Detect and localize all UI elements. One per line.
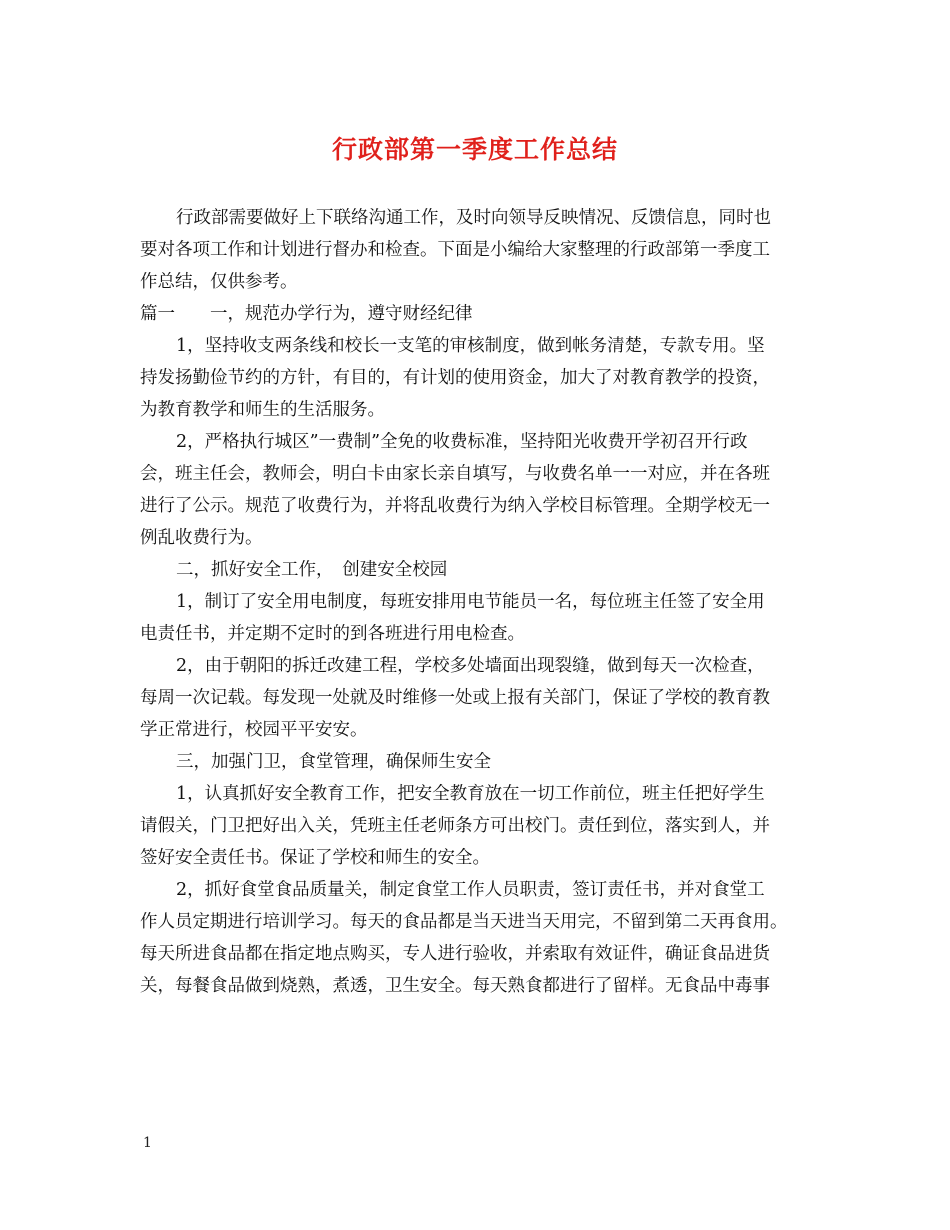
page-number: 1 [143,1135,152,1151]
paragraph-line: 行政部需要做好上下联络沟通工作，及时向领导反映情况、反馈信息，同时也 [176,208,771,228]
paragraph-line: 1，认真抓好安全教育工作，把安全教育放在一切工作前位，班主任把好学生 [176,784,765,804]
paragraph-line: 2，严格执行城区”一费制”全免的收费标准，坚持阳光收费开学初召开行政 [176,432,748,452]
paragraph-line: 要对各项工作和计划进行督办和检查。下面是小编给大家整理的行政部第一季度工 [140,240,770,260]
paragraph-line: 1，坚持收支两条线和校长一支笔的审核制度，做到帐务清楚，专款专用。坚 [176,336,765,356]
paragraph-line: 每天所进食品都在指定地点购买，专人进行验收，并索取有效证件，确证食品进货 [140,944,770,964]
paragraph-line: 作总结，仅供参考。 [140,272,298,292]
paragraph-line: 签好安全责任书。保证了学校和师生的安全。 [140,848,490,868]
paragraph-line: 持发扬勤俭节约的方针，有目的，有计划的使用资金，加大了对教育教学的投资， [140,368,770,388]
document-body [140,202,815,1002]
paragraph-line: 会，班主任会，教师会，明白卡由家长亲自填写，与收费名单一一对应，并在各班 [140,464,770,484]
paragraph-line: 作人员定期进行培训学习。每天的食品都是当天进当天用完，不留到第二天再食用。 [140,912,788,932]
paragraph-line: 电责任书，并定期不定时的到各班进行用电检查。 [140,624,525,644]
paragraph-line: 进行了公示。规范了收费行为，并将乱收费行为纳入学校目标管理。全期学校无一 [140,496,770,516]
paragraph-line: 例乱收费行为。 [140,528,263,548]
paragraph-line: 2，抓好食堂食品质量关，制定食堂工作人员职责，签订责任书，并对食堂工 [176,880,765,900]
paragraph-line: 每周一次记载。每发现一处就及时维修一处或上报有关部门，保证了学校的教育教 [140,688,770,708]
paragraph-line: 请假关，门卫把好出入关，凭班主任老师条方可出校门。责任到位，落实到人，并 [140,816,770,836]
document-title: 行政部第一季度工作总结 [331,135,618,164]
paragraph-line: 为教育教学和师生的生活服务。 [140,400,385,420]
paragraph-line: 2，由于朝阳的拆迁改建工程，学校多处墙面出现裂缝，做到每天一次检查， [176,656,765,676]
section-heading: 三，加强门卫，食堂管理，确保师生安全 [176,752,491,772]
paragraph-line: 关，每餐食品做到烧熟，煮透，卫生安全。每天熟食都进行了留样。无食品中毒事 [140,976,770,996]
section-heading: 二，抓好安全工作， 创建安全校园 [176,560,448,580]
paragraph-line: 1，制订了安全用电制度，每班安排用电节能员一名，每位班主任签了安全用 [176,592,765,612]
paragraph-line: 学正常进行，校园平平安安。 [140,720,368,740]
section-heading: 篇一 一，规范办学行为，遵守财经纪律 [140,304,473,324]
